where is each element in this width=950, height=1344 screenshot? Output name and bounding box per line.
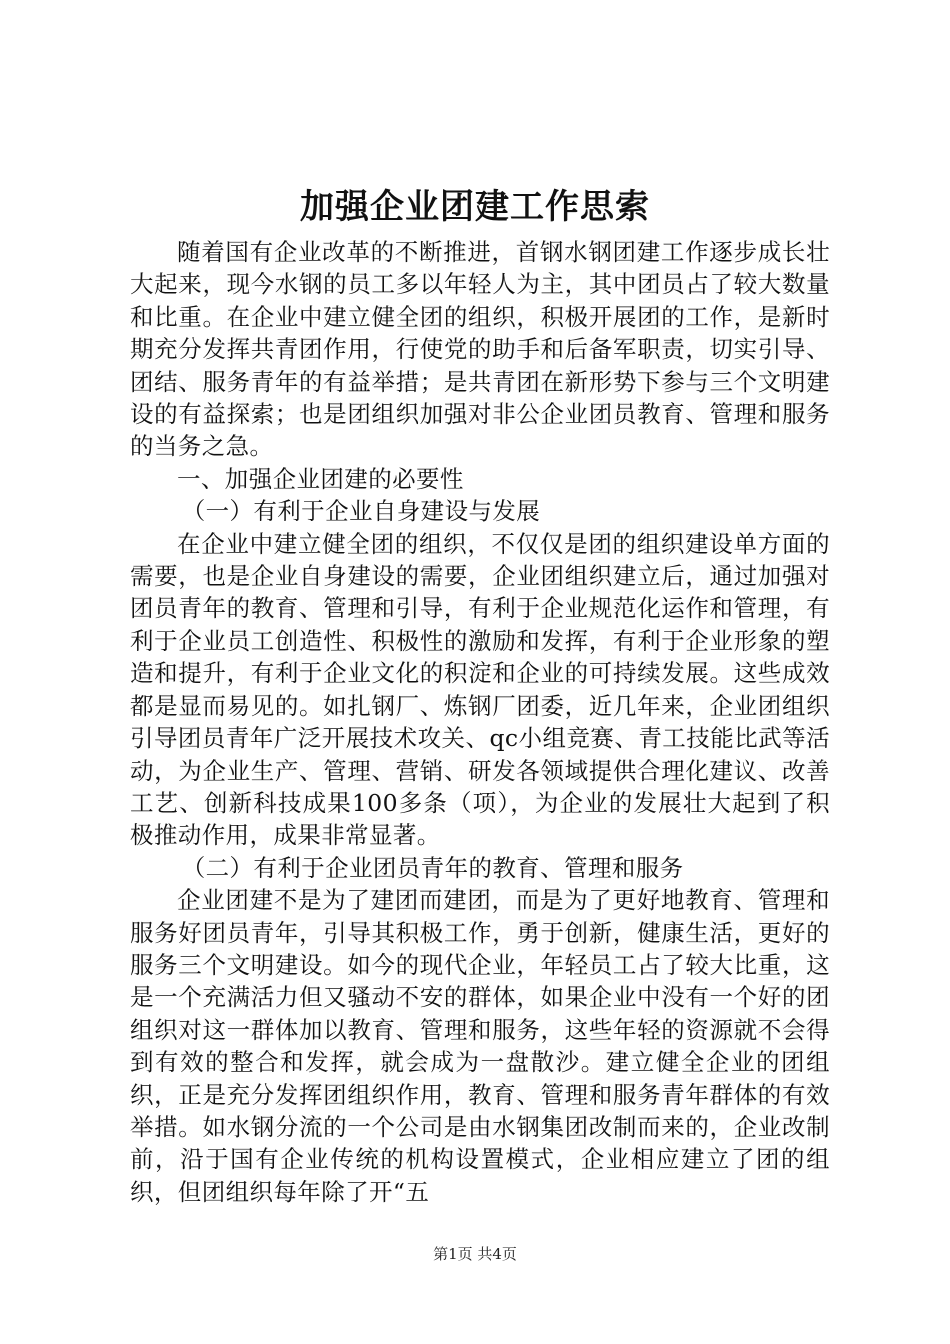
page-number-footer: 第1页 共4页 <box>433 1245 517 1263</box>
document-title: 加强企业团建工作思索 <box>300 187 650 227</box>
subsection-heading: （二）有利于企业团员青年的教育、管理和服务 <box>181 853 684 882</box>
body-paragraph: 在企业中建立健全团的组织，不仅仅是团的组织建设单方面的需要，也是企业自身建设的需要，企业团组织建立后，通过加强对团员青年的教育、管理和引导，有利于企业规范化运作和管理，有利于企业员工创造性、积极性的激励和发挥，有利于企业形象的塑造和提升，有利于企业文化的积淀和企业的可持续发展。这些成效都是显而易见的。如扎钢厂、炼钢厂团委，近几年来，企业团组织引导团员青年广泛开展技术攻关、qc小组竞赛、青工技能比武等活动，为企业生产、管理、营销、研发各领域提供合理化建议、改善工艺、创新科技成果100多条（项），为企业的发展壮大起到了积极推动作用，成果非常显著。 <box>130 529 830 850</box>
section-heading: 一、加强企业团建的必要性 <box>177 464 464 493</box>
body-paragraph: 随着国有企业改革的不断推进，首钢水钢团建工作逐步成长壮大起来，现今水钢的员工多以年轻人为主，其中团员占了较大数量和比重。在企业中建立健全团的组织，积极开展团的工作，是新时期充分发挥共青团作用，行使党的助手和后备军职责，切实引导、团结、服务青年的有益举措；是共青团在新形势下参与三个文明建设的有益探索；也是团组织加强对非公企业团员教育、管理和服务的当务之急。 <box>130 238 830 461</box>
subsection-heading: （一）有利于企业自身建设与发展 <box>181 497 541 526</box>
body-paragraph: 企业团建不是为了建团而建团，而是为了更好地教育、管理和服务好团员青年，引导其积极工作，勇于创新，健康生活，更好的服务三个文明建设。如今的现代企业，年轻员工占了较大比重，这是一个充满活力但又骚动不安的群体，如果企业中没有一个好的团组织对这一群体加以教育、管理和服务，这些年轻的资源就不会得到有效的整合和发挥，就会成为一盘散沙。建立健全企业的团组织，正是充分发挥团组织作用，教育、管理和服务青年群体的有效举措。如水钢分流的一个公司是由水钢集团改制而来的，企业改制前，沿于国有企业传统的机构设置模式，企业相应建立了团的组织，但团组织每年除了开“五 <box>130 886 830 1206</box>
document-body <box>130 236 830 1208</box>
